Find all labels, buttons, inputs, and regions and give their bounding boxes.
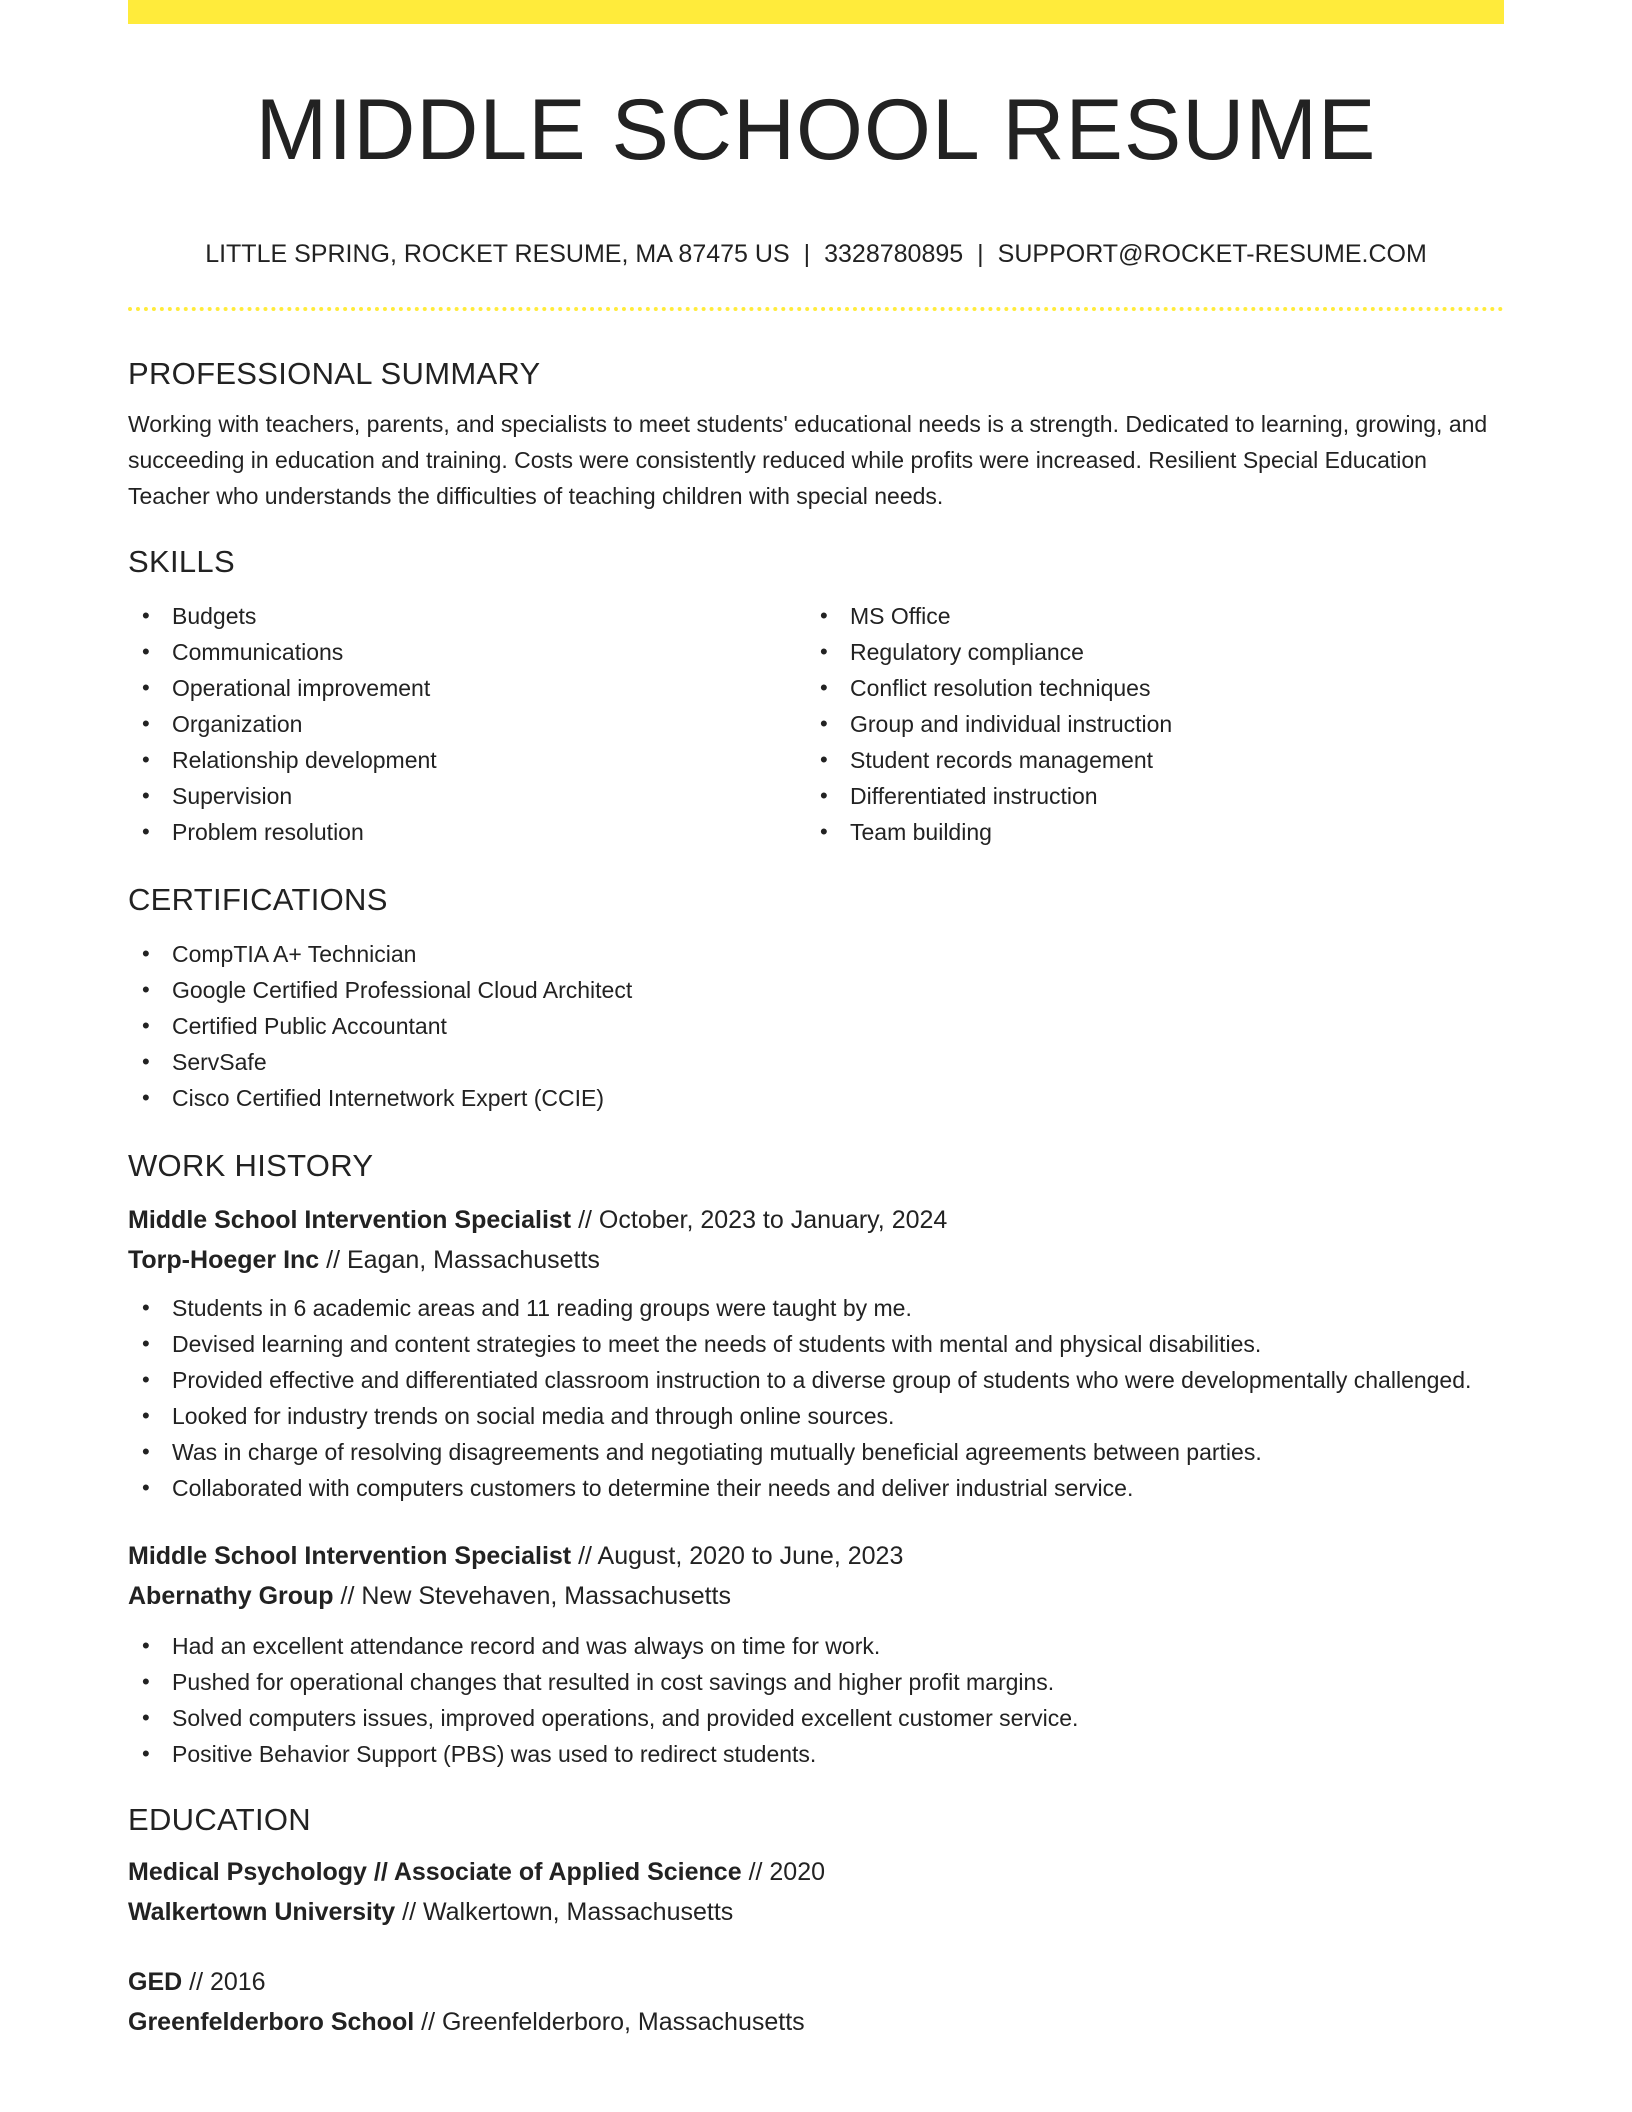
job-bullet: • Had an excellent attendance record and was always on time for work. bbox=[128, 1628, 1504, 1664]
job-company: Torp-Hoeger Inc bbox=[128, 1246, 320, 1274]
education-section bbox=[128, 1798, 1504, 2042]
job-bullet: • Devised learning and content strategies to meet the needs of students with mental and physical disabilities. bbox=[128, 1326, 1504, 1362]
education-school-line bbox=[128, 1892, 1504, 1932]
job-title-line bbox=[128, 1536, 1504, 1576]
skill-item: • Group and individual instruction bbox=[806, 706, 1484, 742]
section-title-skills: SKILLS bbox=[128, 544, 235, 579]
skill-item: • Differentiated instruction bbox=[806, 778, 1484, 814]
certification-item: • Certified Public Accountant bbox=[128, 1008, 1504, 1044]
resume-name: MIDDLE SCHOOL RESUME bbox=[255, 82, 1377, 178]
job-bullet: • Solved computers issues, improved operations, and provided excellent customer service. bbox=[128, 1700, 1504, 1736]
certifications-list bbox=[128, 936, 1504, 1116]
job-entry bbox=[128, 1200, 1504, 1506]
certification-item: • Cisco Certified Internetwork Expert (CCIE) bbox=[128, 1080, 1504, 1116]
skill-item: • Team building bbox=[806, 814, 1484, 850]
certification-item: • CompTIA A+ Technician bbox=[128, 936, 1504, 972]
skill-item: • Regulatory compliance bbox=[806, 634, 1484, 670]
skills-list-right bbox=[806, 598, 1484, 850]
job-dates: // October, 2023 to January, 2024 bbox=[571, 1206, 948, 1234]
job-dates: // August, 2020 to June, 2023 bbox=[571, 1542, 904, 1570]
education-degree: Medical Psychology // Associate of Applied Science bbox=[128, 1858, 742, 1886]
education-year: // 2016 bbox=[182, 1968, 266, 1996]
job-bullet: • Positive Behavior Support (PBS) was used to redirect students. bbox=[128, 1736, 1504, 1772]
skill-item: • Conflict resolution techniques bbox=[806, 670, 1484, 706]
skill-item: • Student records management bbox=[806, 742, 1484, 778]
education-school: Walkertown University bbox=[128, 1898, 396, 1926]
education-location: // Greenfelderboro, Massachusetts bbox=[414, 2008, 805, 2036]
skill-item: • Supervision bbox=[128, 778, 806, 814]
section-title-certifications: CERTIFICATIONS bbox=[128, 882, 388, 917]
contact-email[interactable]: SUPPORT@ROCKET-RESUME.COM bbox=[997, 240, 1427, 268]
education-degree-line bbox=[128, 1852, 1504, 1892]
education-school: Greenfelderboro School bbox=[128, 2008, 415, 2036]
job-bullet: • Pushed for operational changes that resulted in cost savings and higher profit margins. bbox=[128, 1664, 1504, 1700]
job-bullet: • Students in 6 academic areas and 11 reading groups were taught by me. bbox=[128, 1290, 1504, 1326]
skill-item: • Problem resolution bbox=[128, 814, 806, 850]
summary-section bbox=[128, 352, 1504, 514]
job-company-line bbox=[128, 1576, 1504, 1616]
job-company-line bbox=[128, 1240, 1504, 1280]
education-entry bbox=[128, 1852, 1504, 1932]
job-bullet: • Provided effective and differentiated classroom instruction to a diverse group of students who were developmentally challenged. bbox=[128, 1362, 1504, 1398]
job-title-line bbox=[128, 1200, 1504, 1240]
contact-separator: | bbox=[803, 240, 811, 268]
resume-content bbox=[128, 352, 1504, 2042]
contact-line bbox=[128, 236, 1504, 272]
job-bullet: • Looked for industry trends on social media and through online sources. bbox=[128, 1398, 1504, 1434]
job-location: // New Stevehaven, Massachusetts bbox=[333, 1582, 731, 1610]
skill-item: • Operational improvement bbox=[128, 670, 806, 706]
work-history-section bbox=[128, 1144, 1504, 1772]
job-title: Middle School Intervention Specialist bbox=[128, 1206, 572, 1234]
education-year: // 2020 bbox=[741, 1858, 826, 1886]
contact-phone[interactable]: 3328780895 bbox=[824, 240, 964, 268]
job-entry bbox=[128, 1536, 1504, 1772]
education-degree-line bbox=[128, 1962, 1504, 2002]
skills-columns bbox=[128, 598, 1504, 850]
summary-text: Working with teachers, parents, and specialists to meet students' educational needs is a strength. Dedicated to learning, growing, and succeeding in education and training. Costs were consistently reduced while profits were increased. Resilient Special Education Teacher who understands the difficulties of teaching children with special needs. bbox=[128, 411, 1488, 509]
education-degree: GED bbox=[128, 1968, 183, 1996]
job-bullet: • Collaborated with computers customers to determine their needs and deliver industrial service. bbox=[128, 1470, 1504, 1506]
skills-list-left bbox=[128, 598, 806, 850]
education-entry bbox=[128, 1962, 1504, 2042]
contact-address: LITTLE SPRING, ROCKET RESUME, MA 87475 US bbox=[205, 240, 790, 268]
skill-item: • Budgets bbox=[128, 598, 806, 634]
skill-item: • Communications bbox=[128, 634, 806, 670]
job-location: // Eagan, Massachusetts bbox=[319, 1246, 600, 1274]
certification-item: • Google Certified Professional Cloud Architect bbox=[128, 972, 1504, 1008]
section-title-summary: PROFESSIONAL SUMMARY bbox=[128, 356, 541, 391]
contact-separator: | bbox=[977, 240, 984, 268]
job-bullet: • Was in charge of resolving disagreements and negotiating mutually beneficial agreements between parties. bbox=[128, 1434, 1504, 1470]
section-title-work-history: WORK HISTORY bbox=[128, 1148, 374, 1183]
top-accent-bar bbox=[128, 0, 1504, 24]
skill-item: • Relationship development bbox=[128, 742, 806, 778]
job-bullets bbox=[128, 1290, 1504, 1506]
skill-item: • Organization bbox=[128, 706, 806, 742]
certification-item: • ServSafe bbox=[128, 1044, 1504, 1080]
skills-section bbox=[128, 540, 1504, 850]
education-school-line bbox=[128, 2002, 1504, 2042]
section-title-education: EDUCATION bbox=[128, 1802, 311, 1837]
header-divider bbox=[128, 307, 1504, 311]
job-bullets bbox=[128, 1628, 1504, 1772]
job-title: Middle School Intervention Specialist bbox=[128, 1542, 572, 1570]
skill-item: • MS Office bbox=[806, 598, 1484, 634]
job-company: Abernathy Group bbox=[128, 1582, 334, 1610]
education-location: // Walkertown, Massachusetts bbox=[395, 1898, 734, 1926]
certifications-section bbox=[128, 878, 1504, 1116]
